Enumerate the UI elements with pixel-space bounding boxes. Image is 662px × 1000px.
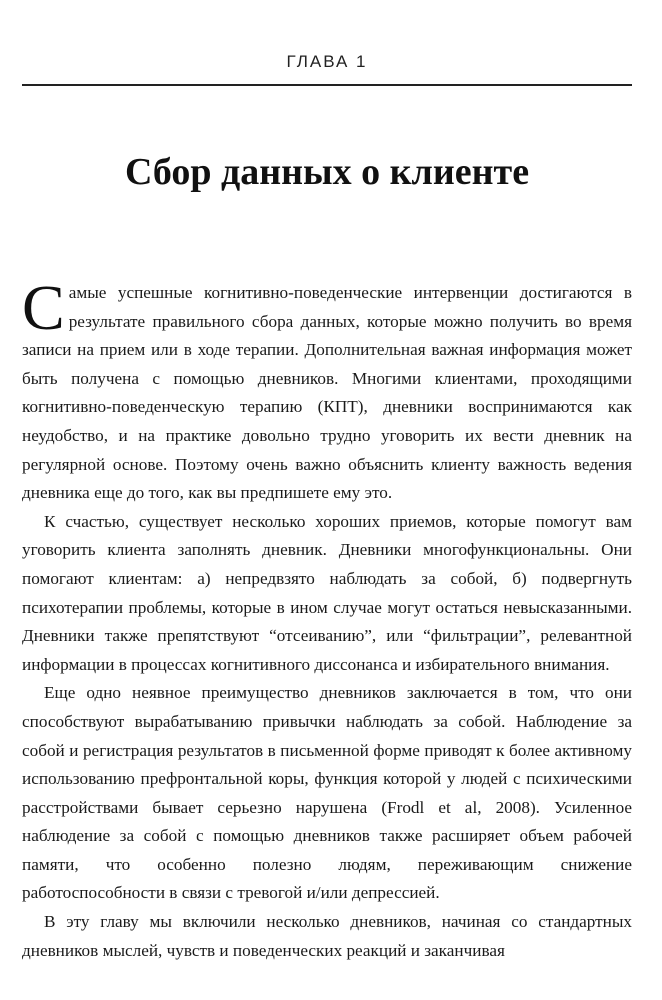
paragraph-4: В эту главу мы включили несколько дневников, начиная со стандартных дневников мыслей, чувств и поведенческих реакций и заканчивая [22, 912, 632, 960]
paragraph-2: К счастью, существует несколько хороших приемов, которые помогут вам уговорить клиента заполнять дневник. Дневники многофункциональны. Они помогают клиентам: а) непредвзято наблюдать за собой, б) подвергнуть психотерапии проблемы, которые в ином случае могут остаться невысказанными. Дневники также препятствуют “отсеиванию”, или “фильтрации”, релевантной информации в процессах когнитивного диссонанса и избирательного внимания. [22, 511, 632, 674]
paragraph-3: Еще одно неявное преимущество дневников заключается в том, что они способствуют вырабатыванию привычки наблюдать за собой. Наблюдение за собой и регистрация результатов в письменной форме приводят к более активному использованию префронтальной коры, функция которой у людей с психическими расстройствами бывает серьезно нарушена (Frodl et al, 2008). Усиленное наблюдение за собой с помощью дневников также расширяет объем рабочей памяти, что особенно полезно людям, переживающим снижение работоспособности в связи с тревогой и/или депрессией. [22, 683, 632, 903]
drop-cap: С [22, 272, 65, 343]
chapter-header: ГЛАВА 1 [286, 52, 368, 71]
paragraph-1 [22, 272, 632, 508]
page-title: Сбор данных о клиенте [124, 151, 530, 193]
header-rule [22, 84, 632, 86]
paragraph-1-text: амые успешные когнитивно-поведенческие интервенции достигаются в результате правильного сбора данных, которые можно получить во время записи на прием или в ходе терапии. Дополнительная важная информация может быть получена с помощью дневников. Многими клиентами, проходящими когнитивно-поведенческую терапию (КПТ), дневники воспринимаются как неудобство, и на практике довольно трудно уговорить их вести дневник на регулярной основе. Поэтому очень важно объяснить клиенту важность ведения дневника еще до того, как вы предпишете ему это. [22, 283, 632, 503]
body-text [22, 272, 632, 965]
